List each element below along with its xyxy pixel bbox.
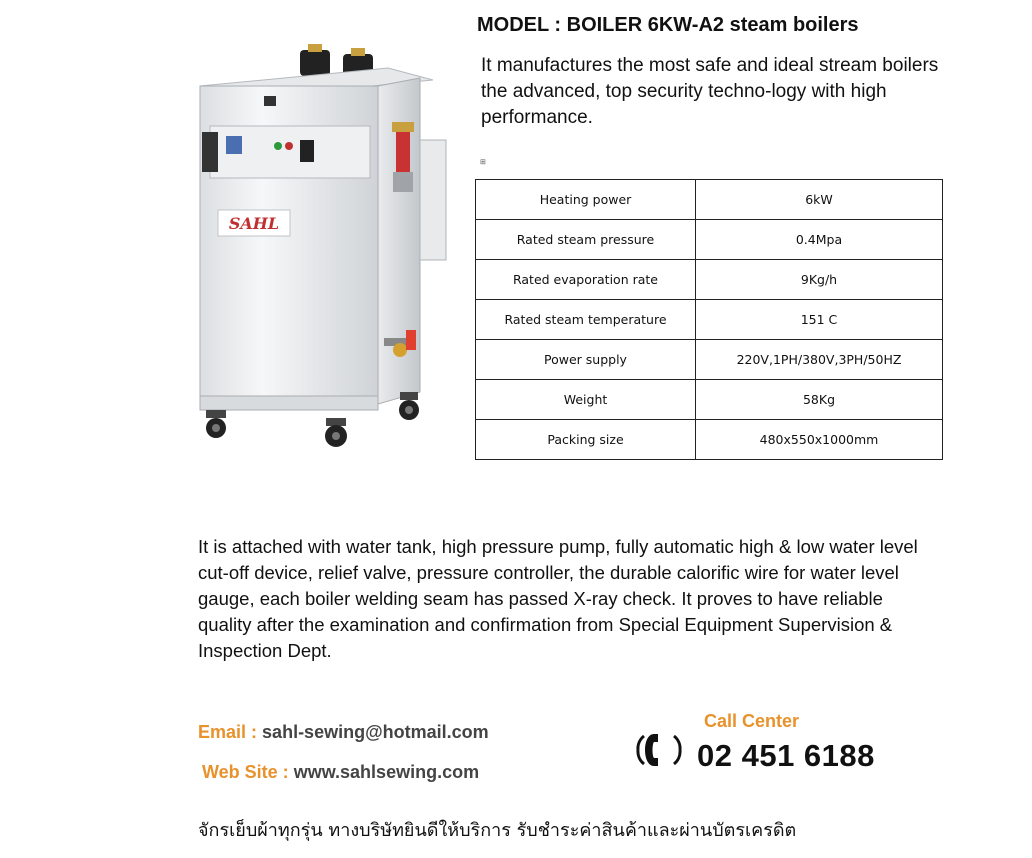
footer-thai-text: จักรเย็บผ้าทุกรุ่น ทางบริษัทยินดีให้บริการ รับชำระค่าสินค้าและผ่านบัตรเครดิต (198, 820, 797, 841)
call-center-label: Call Center (704, 711, 800, 731)
spec-value: 480x550x1000mm (696, 420, 943, 460)
svg-text:SAHL: SAHL (228, 214, 280, 233)
spec-label: Rated steam temperature (476, 300, 696, 340)
table-row (476, 300, 943, 340)
website-link[interactable]: www.sahlsewing.com (293, 762, 480, 782)
email-line (198, 722, 489, 743)
steam-boiler-image (188, 40, 458, 460)
website-label: Web Site : (202, 762, 289, 782)
spec-label: Heating power (476, 180, 696, 220)
table-anchor-icon: ⊞ (480, 159, 486, 166)
spec-label: Rated steam pressure (476, 220, 696, 260)
spec-value: 58Kg (696, 380, 943, 420)
phone-icon (632, 728, 686, 772)
table-row (476, 220, 943, 260)
spec-label: Weight (476, 380, 696, 420)
spec-value: 9Kg/h (696, 260, 943, 300)
email-link[interactable]: sahl-sewing@hotmail.com (262, 722, 489, 742)
email-label: Email : (198, 722, 258, 742)
spec-label: Power supply (476, 340, 696, 380)
table-row (476, 340, 943, 380)
spec-value: 6kW (696, 180, 943, 220)
intro-paragraph: It manufactures the most safe and ideal stream boilers the advanced, top security techno-logy with high performance. (481, 55, 939, 128)
table-row (476, 420, 943, 460)
description-paragraph: It is attached with water tank, high pressure pump, fully automatic high & low water level cut-off device, relief valve, pressure controller, the durable calorific wire for water level gauge, each boiler welding seam has passed X-ray check. It proves to have reliable quality after the examination and confirmation from Special Equipment Supervision & Inspection Dept. (198, 536, 918, 661)
spec-value: 151 C (696, 300, 943, 340)
page-title: MODEL : BOILER 6KW-A2 steam boilers (477, 14, 859, 36)
spec-value: 220V,1PH/380V,3PH/50HZ (696, 340, 943, 380)
spec-label: Packing size (476, 420, 696, 460)
table-row (476, 260, 943, 300)
table-row (476, 180, 943, 220)
website-line (202, 762, 479, 783)
phone-number[interactable]: 02 451 6188 (697, 738, 875, 773)
spec-table (475, 179, 943, 460)
table-row (476, 380, 943, 420)
spec-value: 0.4Mpa (696, 220, 943, 260)
spec-label: Rated evaporation rate (476, 260, 696, 300)
